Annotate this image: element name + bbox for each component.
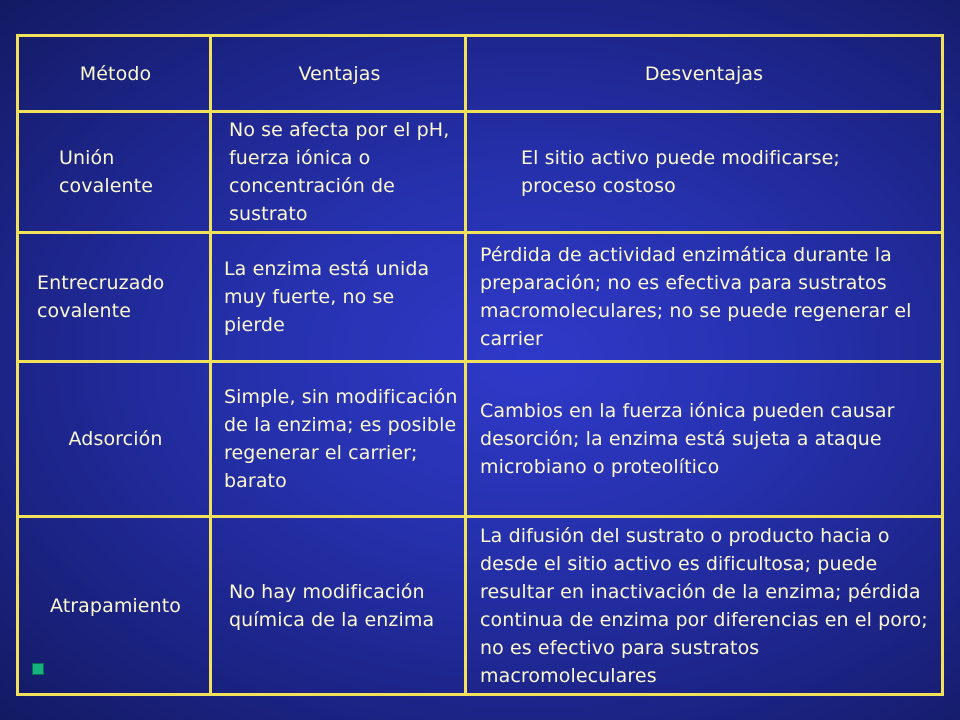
cell-metodo — [19, 363, 212, 515]
cell-ventajas — [212, 363, 467, 515]
row-divider — [19, 360, 941, 363]
comparison-table — [16, 34, 944, 696]
green-square-bullet-icon — [32, 663, 44, 675]
table-row — [19, 234, 941, 360]
header-cell-desventajas — [467, 37, 941, 110]
desventajas-text: Pérdida de actividad enzimática durante la preparación; no es efectiva para sustratos macromoleculares; no se puede regenerar el carrier — [480, 244, 912, 350]
cell-ventajas — [212, 234, 467, 360]
row-divider — [19, 110, 941, 113]
header-label-ventajas: Ventajas — [298, 62, 381, 85]
desventajas-text: La difusión del sustrato o producto hacia o desde el sitio activo es dificultosa; puede resultar en inactivación de la enzima; pérdida continua de enzima por diferencias en el poro; no es efectivo para sustratos macromoleculares — [480, 524, 928, 687]
cell-metodo — [19, 113, 212, 231]
desventajas-text: El sitio activo puede modificarse; proceso costoso — [521, 147, 840, 197]
metodo-text: Entrecruzado covalente — [37, 272, 165, 322]
column-divider — [209, 37, 212, 693]
header-label-desventajas: Desventajas — [644, 62, 764, 85]
ventajas-text: Simple, sin modificación de la enzima; es posible regenerar el carrier; barato — [224, 386, 458, 492]
cell-metodo — [19, 518, 212, 693]
column-divider — [464, 37, 467, 693]
header-cell-ventajas — [212, 37, 467, 110]
table-row — [19, 518, 941, 693]
cell-desventajas — [467, 363, 941, 515]
metodo-text: Unión covalente — [59, 147, 154, 197]
ventajas-text: No hay modificación química de la enzima — [229, 580, 435, 631]
header-cell-metodo — [19, 37, 212, 110]
row-divider — [19, 515, 941, 518]
cell-desventajas — [467, 113, 941, 231]
cell-desventajas — [467, 518, 941, 693]
ventajas-text: No se afecta por el pH, fuerza iónica o concentración de sustrato — [229, 119, 450, 225]
table-row — [19, 363, 941, 515]
cell-ventajas — [212, 518, 467, 693]
cell-ventajas — [212, 113, 467, 231]
header-label-metodo: Método — [79, 62, 152, 85]
cell-desventajas — [467, 234, 941, 360]
ventajas-text: La enzima está unida muy fuerte, no se pierde — [224, 258, 430, 336]
table-header-row — [19, 37, 941, 110]
desventajas-text: Cambios en la fuerza iónica pueden causar desorción; la enzima está sujeta a ataque microbiano o proteolítico — [480, 400, 895, 478]
row-divider — [19, 231, 941, 234]
cell-metodo — [19, 234, 212, 360]
metodo-text: Adsorción — [68, 428, 163, 450]
metodo-text: Atrapamiento — [49, 594, 182, 617]
table-row — [19, 113, 941, 231]
